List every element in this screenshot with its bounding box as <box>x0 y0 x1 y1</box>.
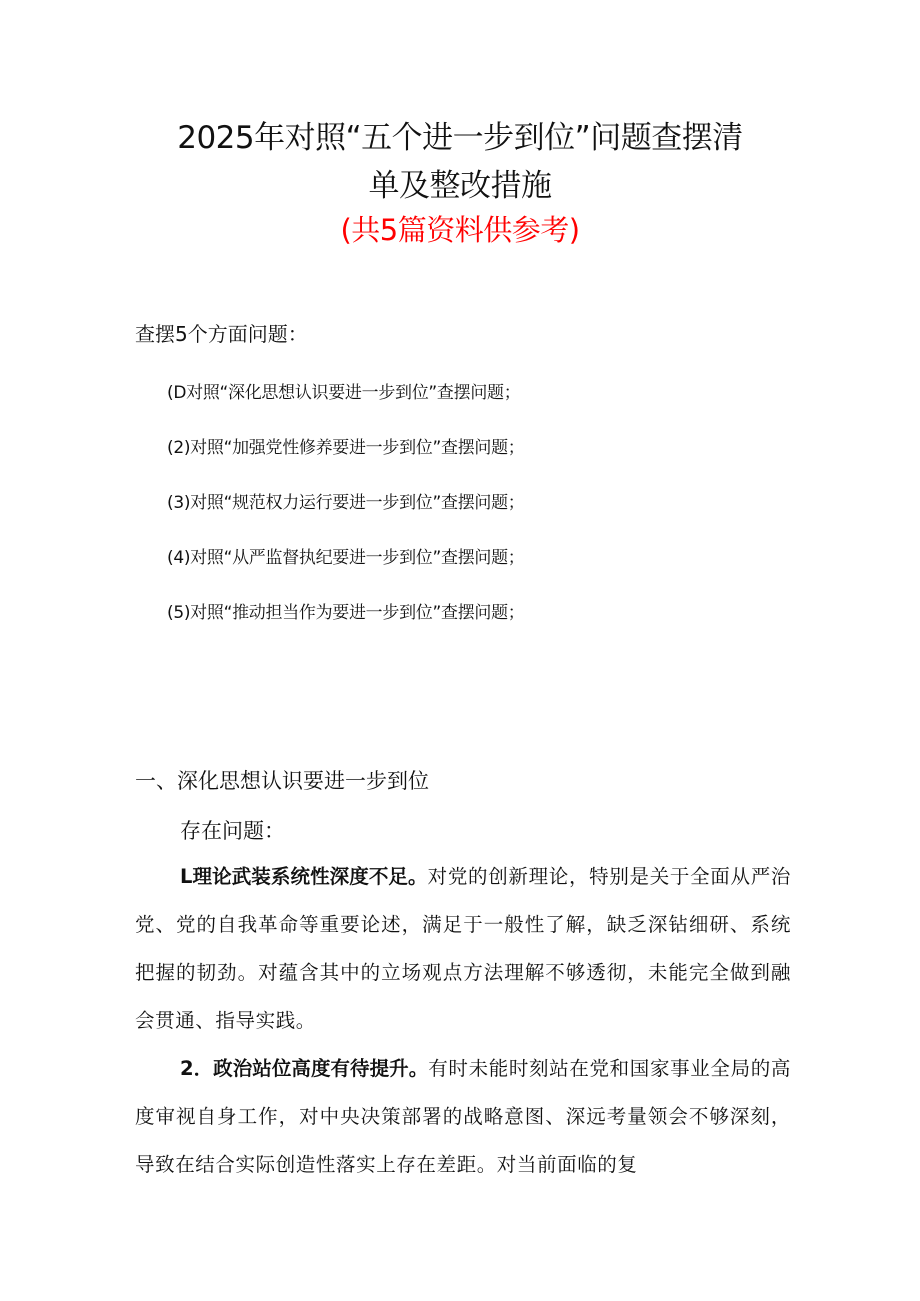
paragraph-body: 对党的创新理论，特别是关于全面从严治党、党的自我革命等重要论述，满足于一般性了解，缺乏深钻细研、系统把握的韧劲。对蕴含其中的立场观点方法理解不够透彻，未能完全做到融会贯通、指导实践。 <box>135 865 791 1032</box>
section-label: 存在问题： <box>180 819 285 843</box>
body-paragraph <box>135 1045 791 1189</box>
list-item: (3)对照“规范权力运行要进一步到位”查摆问题； <box>167 493 525 513</box>
list-item: (2)对照“加强党性修养要进一步到位”查摆问题； <box>167 438 525 458</box>
section-heading: 一、深化思想认识要进一步到位 <box>135 769 429 793</box>
paragraph-lead: 2．政治站位高度有待提升。 <box>180 1057 429 1080</box>
list-item: (D对照“深化思想认识要进一步到位”查摆问题； <box>167 383 521 403</box>
paragraph-body: 有时未能时刻站在党和国家事业全局的高度审视自身工作，对中央决策部署的战略意图、深远考量领会不够深刻，导致在结合实际创造性落实上存在差距。对当前面临的复 <box>135 1057 791 1176</box>
list-item: (4)对照“从严监督执纪要进一步到位”查摆问题； <box>167 548 525 568</box>
document-title-line1: 2025年对照“五个进一步到位”问题查摆清 <box>177 120 743 156</box>
body-paragraph <box>135 853 791 1045</box>
paragraph-lead: L理论武装系统性深度不足。 <box>180 865 428 888</box>
document-subtitle: (共5篇资料供参考) <box>340 213 580 247</box>
intro-heading: 查摆5个方面问题： <box>135 322 308 346</box>
document-title-line2: 单及整改措施 <box>368 168 552 204</box>
list-item: (5)对照“推动担当作为要进一步到位”查摆问题； <box>167 603 525 623</box>
